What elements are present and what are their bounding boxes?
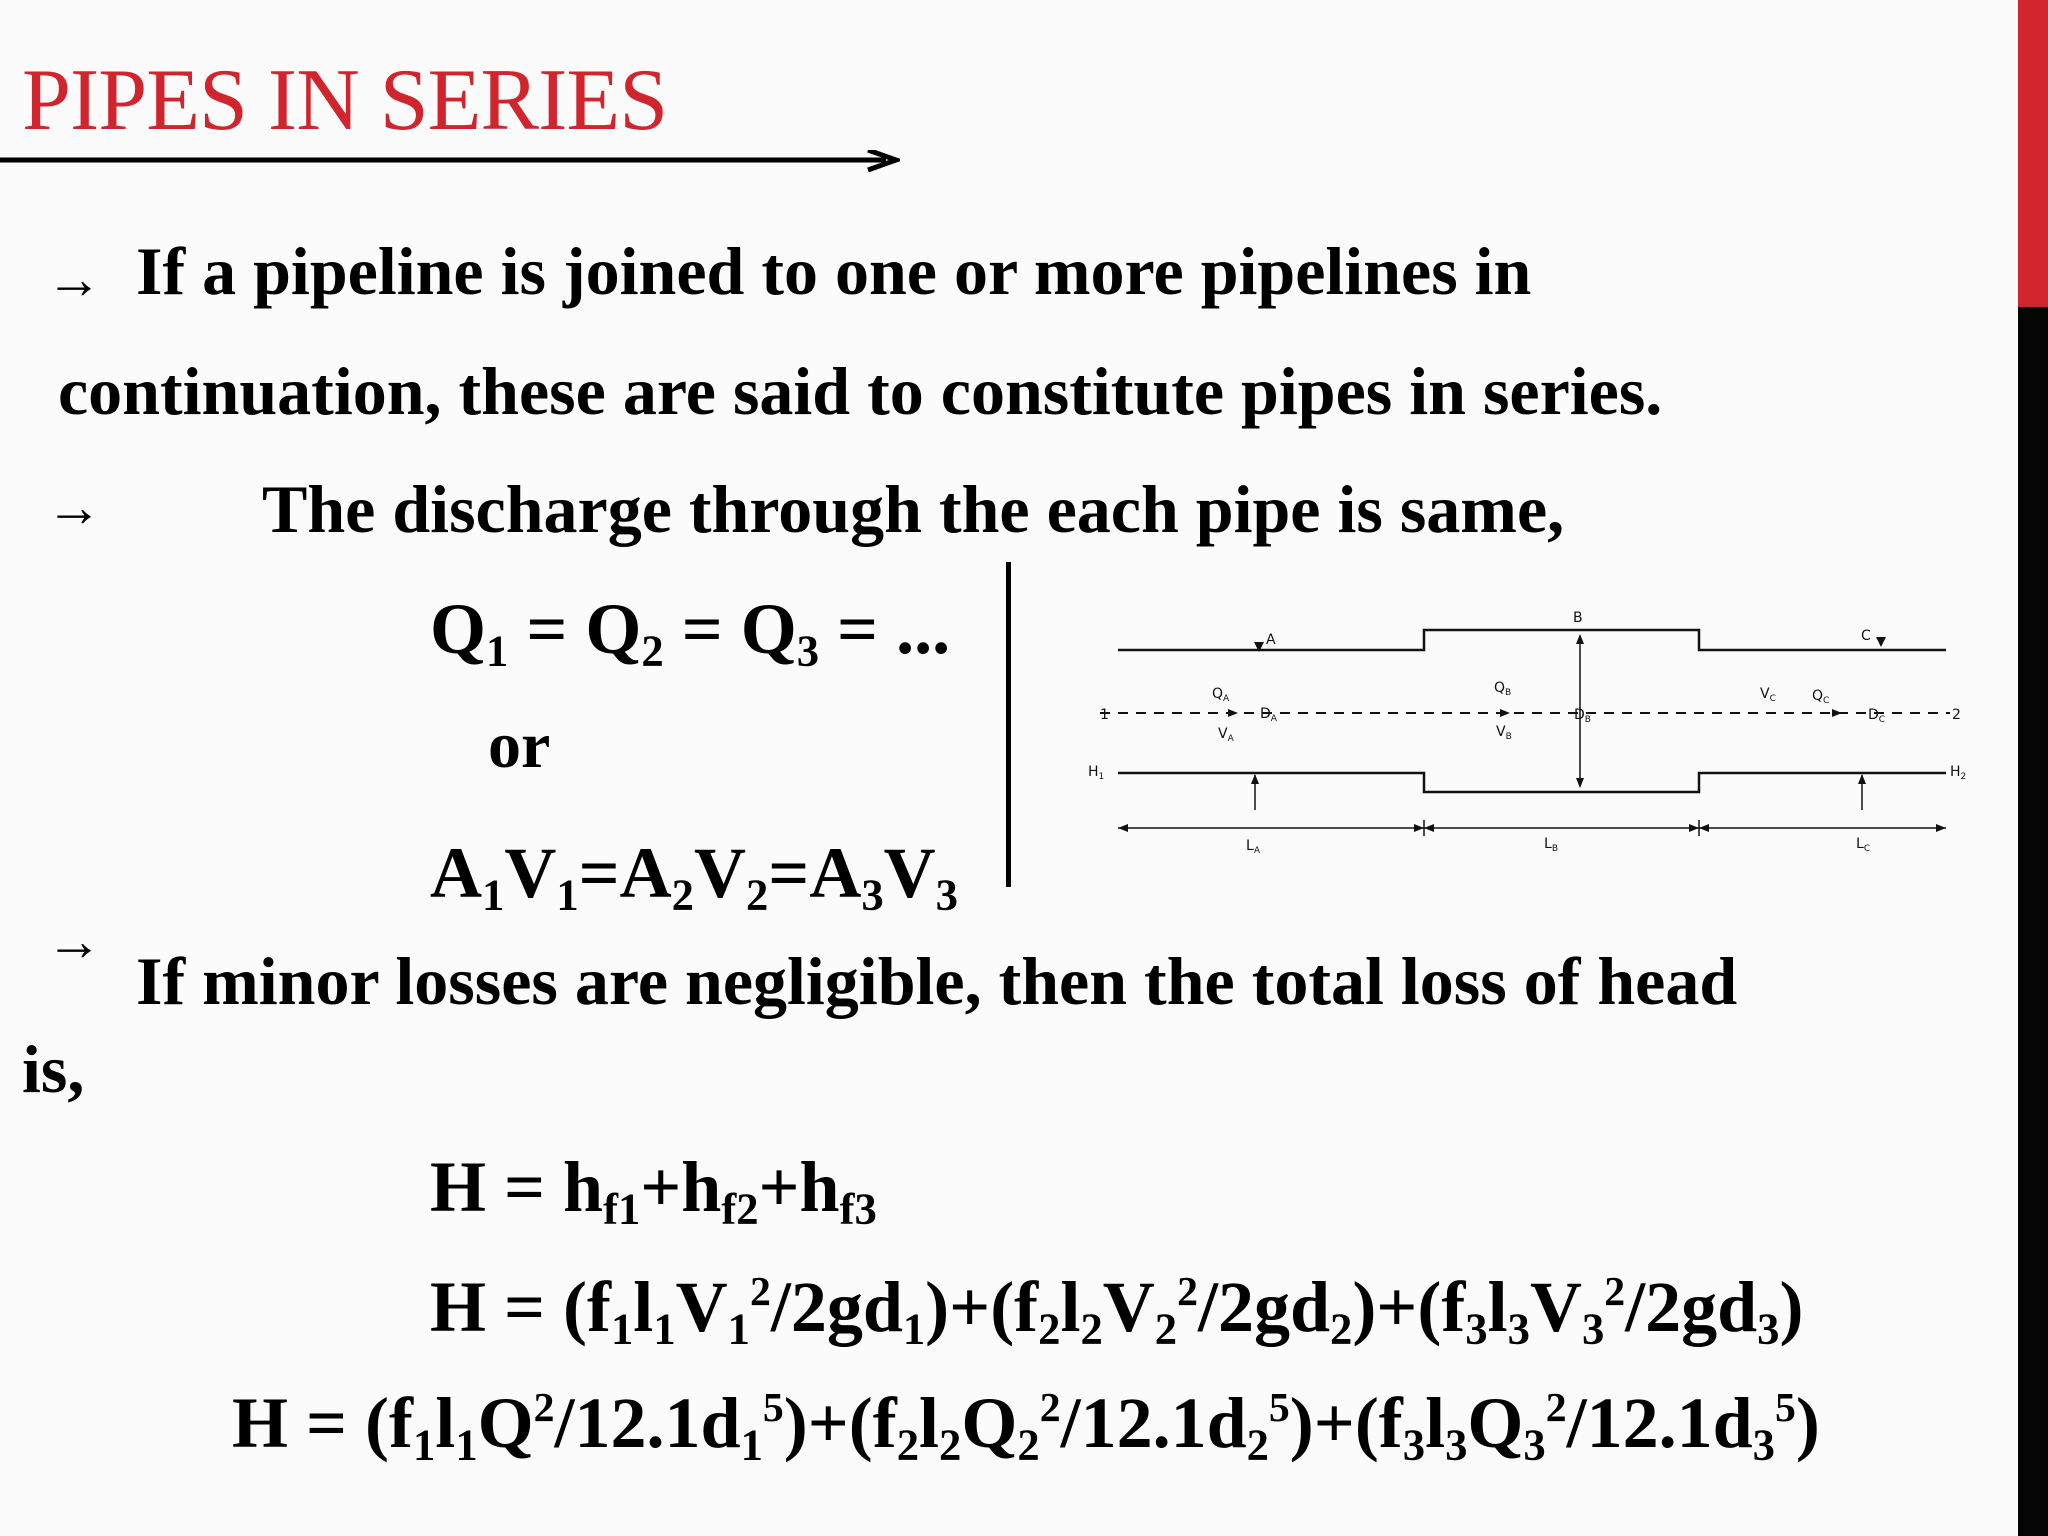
flow-arrow-icon: [1832, 709, 1842, 717]
section-c-marker-icon: [1876, 637, 1886, 647]
label-lc: $L_C$: [1856, 836, 1871, 854]
point3-line2: is,: [22, 1031, 85, 1107]
label-lb: $L_B$: [1544, 836, 1558, 854]
pipe-top-wall: [1118, 630, 1946, 650]
equation-continuity: $A_1V_1=A_2V_2=A_3V_3$: [430, 833, 958, 920]
side-accent-black: [2018, 307, 2048, 1536]
flow-arrow-icon: [1500, 709, 1510, 717]
equation-darcy: $H = (f_1l_1V_1^2/2gd_1)+(f_2l_2V_2^2/2gd_2)+(f_3l_3V_3^2/2gd_3)$: [430, 1267, 1804, 1354]
point2-text: The discharge through the each pipe is same,: [262, 471, 1565, 547]
bullet-arrow-icon: →: [46, 911, 102, 973]
label-point-1: 1: [1100, 707, 1109, 723]
label-dc: $D_C$: [1868, 707, 1886, 725]
label-h2: $H_2$: [1950, 764, 1967, 782]
equation-head-sum: $H = h_{f1}+h_{f2}+h_{f3}$: [430, 1147, 877, 1234]
bullet-arrow-icon: →: [46, 249, 102, 311]
label-b: B: [1573, 610, 1583, 626]
label-qc: $Q_C$: [1812, 688, 1830, 706]
pipes-series-diagram: [1080, 600, 1980, 860]
label-vb: $V_B$: [1496, 724, 1512, 742]
flow-arrow-icon: [1228, 709, 1238, 717]
arrow-right-icon: [1414, 824, 1424, 832]
label-la: $L_A$: [1246, 838, 1260, 856]
label-point-2: 2: [1952, 707, 1961, 723]
diameter-b-arrow-up-icon: [1576, 634, 1584, 644]
label-qb: $Q_B$: [1494, 680, 1512, 698]
arrow-left-icon: [1699, 824, 1709, 832]
arrow-right-icon: [1689, 824, 1699, 832]
label-a: A: [1266, 632, 1276, 648]
diameter-b-arrow-down-icon: [1576, 778, 1584, 788]
side-accent-red: [2018, 0, 2048, 307]
pipe-bottom-wall: [1118, 773, 1946, 792]
label-vc: $V_C$: [1760, 686, 1776, 704]
arrow-left-icon: [1118, 824, 1128, 832]
arrow-up-icon: [1858, 774, 1866, 784]
or-text: or: [488, 709, 551, 782]
arrow-up-icon: [1251, 774, 1259, 784]
arrow-left-icon: [1424, 824, 1434, 832]
label-da: $D_A$: [1260, 706, 1277, 724]
point1-line2: continuation, these are said to constitute pipes in series.: [58, 353, 1663, 429]
arrow-right-icon: [1936, 824, 1946, 832]
label-db: $D_B$: [1574, 707, 1591, 725]
point1-line1: If a pipeline is joined to one or more pipelines in: [136, 233, 1532, 309]
equation-discharge: $Q_1 = Q_2 = Q_3$ = ...: [430, 589, 951, 676]
bullet-arrow-icon: →: [46, 477, 102, 539]
label-qa: $Q_A$: [1212, 686, 1230, 704]
label-va: $V_A$: [1218, 726, 1234, 744]
vertical-divider: [1006, 562, 1011, 887]
point3-line1: If minor losses are negligible, then the total loss of head: [136, 943, 1738, 1019]
label-h1: $H_1$: [1088, 764, 1105, 782]
title-underline-arrow: [0, 150, 900, 180]
equation-discharge-form: $H = (f_1l_1Q^2/12.1d_1^5)+(f_2l_2Q_2^2/12.1d_2^5)+(f_3l_3Q_3^2/12.1d_3^5)$: [232, 1383, 1820, 1470]
label-c: C: [1861, 628, 1871, 644]
slide-title: PIPES IN SERIES: [22, 52, 668, 149]
